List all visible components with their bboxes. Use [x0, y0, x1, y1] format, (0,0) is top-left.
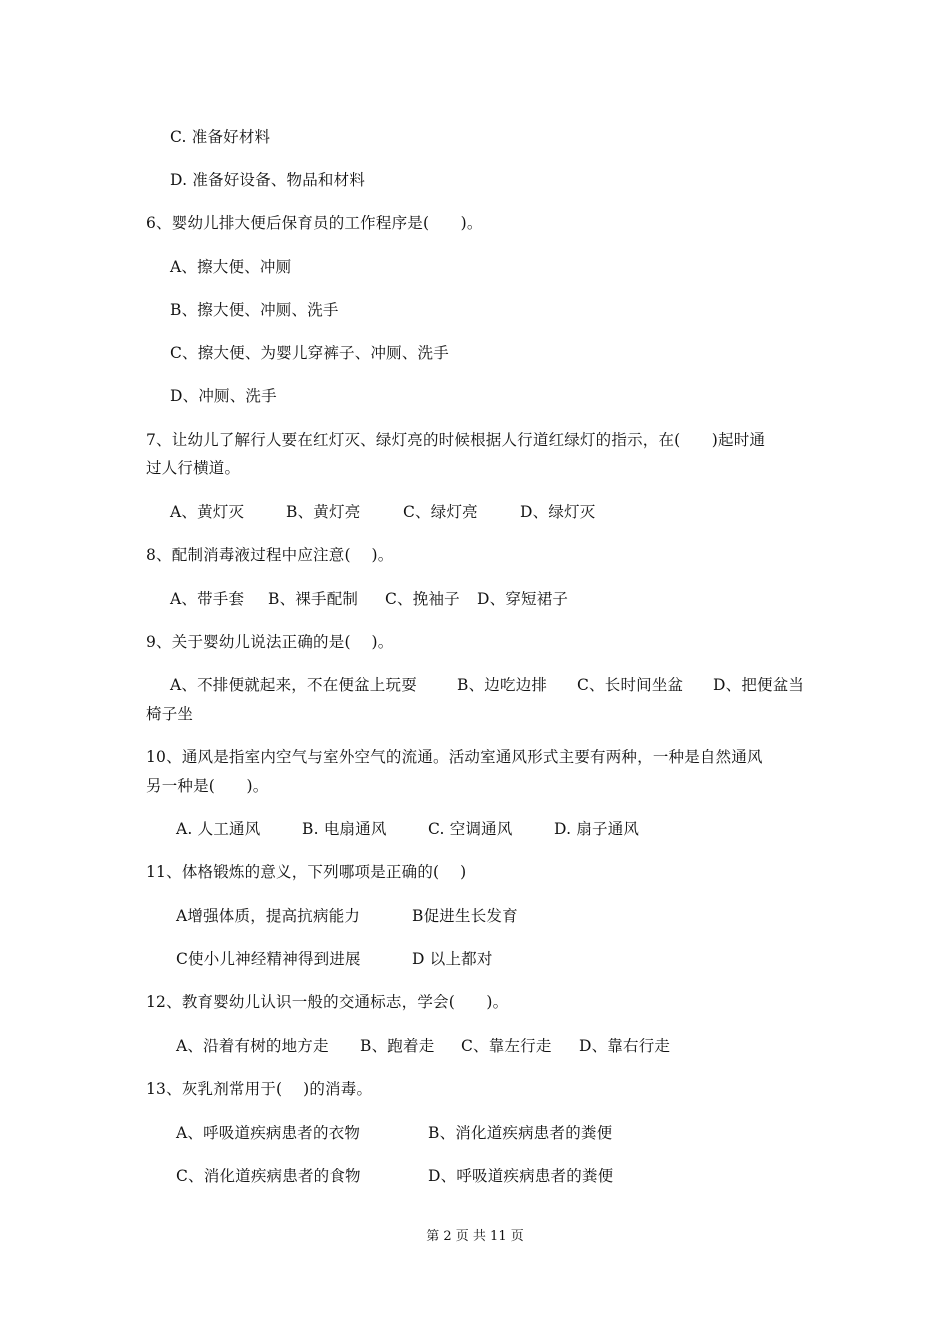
- option-line: B、擦大便、冲厕、洗手: [170, 301, 339, 319]
- options-row-8: [170, 589, 568, 609]
- option-d: D、绿灯灭: [520, 503, 596, 521]
- question-8: 8、配制消毒液过程中应注意( )。: [146, 546, 394, 564]
- option-c: C使小儿神经精神得到进展: [176, 950, 361, 968]
- question-6: 6、婴幼儿排大便后保育员的工作程序是( )。: [146, 214, 483, 232]
- option-b: B、裸手配制: [268, 590, 359, 608]
- option-b: B. 电扇通风: [302, 820, 387, 838]
- option-a: A、沿着有树的地方走: [176, 1037, 329, 1055]
- options-row-11a: [176, 906, 518, 926]
- option-line: D. 准备好设备、物品和材料: [170, 171, 366, 189]
- option-line: C、擦大便、为婴儿穿裤子、冲厕、洗手: [170, 344, 449, 362]
- option-c: C. 空调通风: [428, 820, 513, 838]
- option-a: A增强体质，提高抗病能力: [176, 907, 361, 925]
- option-c: C、消化道疾病患者的食物: [176, 1167, 361, 1185]
- option-d: D、把便盆当: [713, 676, 805, 694]
- option-d: D. 扇子通风: [554, 820, 640, 838]
- option-line: D、冲厕、洗手: [170, 387, 277, 405]
- question-10: 10、通风是指室内空气与室外空气的流通。活动室通风形式主要有两种，一种是自然通风: [146, 748, 763, 766]
- option-a: A、不排便就起来，不在便盆上玩耍: [170, 676, 417, 694]
- question-12: 12、教育婴幼儿认识一般的交通标志，学会( )。: [146, 993, 509, 1011]
- question-11: 11、体格锻炼的意义，下列哪项是正确的( ): [146, 863, 467, 881]
- question-10-cont: 另一种是( )。: [146, 777, 269, 795]
- option-d: D、靠右行走: [579, 1037, 671, 1055]
- question-13: 13、灰乳剂常用于( )的消毒。: [146, 1080, 373, 1098]
- option-line: C. 准备好材料: [170, 128, 271, 146]
- option-d: D 以上都对: [412, 950, 493, 968]
- options-row-9-cont: 椅子坐: [146, 705, 194, 723]
- options-row-7: [170, 502, 595, 522]
- option-b: B促进生长发育: [412, 907, 518, 925]
- option-b: B、边吃边排: [457, 676, 548, 694]
- option-c: C、靠左行走: [461, 1037, 552, 1055]
- option-b: B、跑着走: [360, 1037, 435, 1055]
- option-c: C、绿灯亮: [403, 503, 478, 521]
- question-9: 9、关于婴幼儿说法正确的是( )。: [146, 633, 394, 651]
- option-c: C、长时间坐盆: [577, 676, 684, 694]
- question-7: 7、让幼儿了解行人要在红灯灭、绿灯亮的时候根据人行道红绿灯的指示，在( )起时通: [146, 431, 766, 449]
- option-d: D、穿短裙子: [477, 590, 569, 608]
- options-row-13b: [176, 1166, 613, 1186]
- options-row-10: [176, 819, 639, 839]
- option-b: B、黄灯亮: [286, 503, 361, 521]
- options-row-11b: [176, 949, 493, 969]
- option-a: A. 人工通风: [176, 820, 261, 838]
- option-a: A、带手套: [170, 590, 245, 608]
- question-7-cont: 过人行横道。: [146, 459, 241, 477]
- options-row-9: [170, 675, 804, 695]
- options-row-12: [176, 1036, 670, 1056]
- option-b: B、消化道疾病患者的粪便: [428, 1124, 613, 1142]
- option-a: A、呼吸道疾病患者的衣物: [176, 1124, 361, 1142]
- option-line: A、擦大便、冲厕: [170, 258, 292, 276]
- option-d: D、呼吸道疾病患者的粪便: [428, 1167, 614, 1185]
- options-row-13a: [176, 1123, 612, 1143]
- option-a: A、黄灯灭: [170, 503, 245, 521]
- option-c: C、挽袖子: [385, 590, 460, 608]
- page-footer: 第 2 页 共 11 页: [426, 1229, 524, 1244]
